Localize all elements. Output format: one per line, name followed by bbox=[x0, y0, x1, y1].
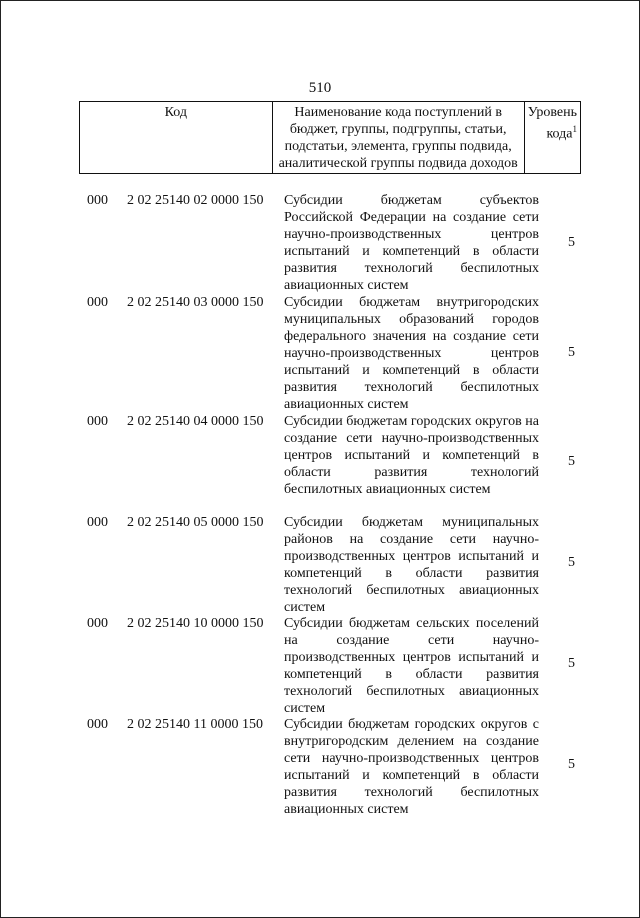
table-header bbox=[79, 101, 581, 174]
row-level: 5 bbox=[568, 345, 575, 360]
row-code: 2 02 25140 05 0000 150 bbox=[127, 515, 264, 530]
row-code: 2 02 25140 04 0000 150 bbox=[127, 414, 264, 429]
header-level bbox=[524, 102, 580, 174]
row-level: 5 bbox=[568, 757, 575, 772]
row-prefix: 000 bbox=[87, 616, 108, 631]
row-name: Субсидии бюджетам городских округов с внутригородским делением на создание сети научно-производственных центров испытаний и компетенций в области развития технологий беспилотных авиационных систем bbox=[284, 717, 539, 817]
row-code: 2 02 25140 10 0000 150 bbox=[127, 616, 264, 631]
row-prefix: 000 bbox=[87, 414, 108, 429]
row-code: 2 02 25140 03 0000 150 bbox=[127, 295, 264, 310]
row-name: Субсидии бюджетам внутригородских муниципальных образований городов федерального значения на создание сети научно-производственных центров испытаний и компетенций в области развития технологий беспилотных авиационных систем bbox=[284, 295, 539, 412]
row-prefix: 000 bbox=[87, 193, 108, 208]
header-name: Наименование кода поступлений в бюджет, группы, подгруппы, статьи, подстатьи, элемента, группы подвида, аналитической группы подвида доходов bbox=[272, 102, 524, 174]
row-prefix: 000 bbox=[87, 295, 108, 310]
header-code: Код bbox=[80, 102, 273, 174]
row-prefix: 000 bbox=[87, 515, 108, 530]
row-code: 2 02 25140 11 0000 150 bbox=[127, 717, 263, 732]
row-name: Субсидии бюджетам сельских поселений на создание сети научно-производственных центров испытаний и компетенций в области развития технологий беспилотных авиационных систем bbox=[284, 616, 539, 716]
row-level: 5 bbox=[568, 454, 575, 469]
row-level: 5 bbox=[568, 555, 575, 570]
row-name: Субсидии бюджетам городских округов на создание сети научно-производственных центров испытаний и компетенций в области развития технологий беспилотных авиационных систем bbox=[284, 414, 539, 497]
header-level-label: Уровень кода bbox=[527, 105, 577, 142]
header-level-footnote: 1 bbox=[572, 124, 577, 134]
row-name: Субсидии бюджетам субъектов Российской Федерации на создание сети научно-производственных центров испытаний и компетенций в области развития технологий беспилотных авиационных систем bbox=[284, 193, 539, 293]
row-level: 5 bbox=[568, 656, 575, 671]
row-code: 2 02 25140 02 0000 150 bbox=[127, 193, 264, 208]
page-number: 510 bbox=[308, 80, 332, 96]
row-name: Субсидии бюджетам муниципальных районов на создание сети научно-производственных центров испытаний и компетенций в области развития технологий беспилотных авиационных систем bbox=[284, 515, 539, 615]
row-level: 5 bbox=[568, 235, 575, 250]
row-prefix: 000 bbox=[87, 717, 108, 732]
